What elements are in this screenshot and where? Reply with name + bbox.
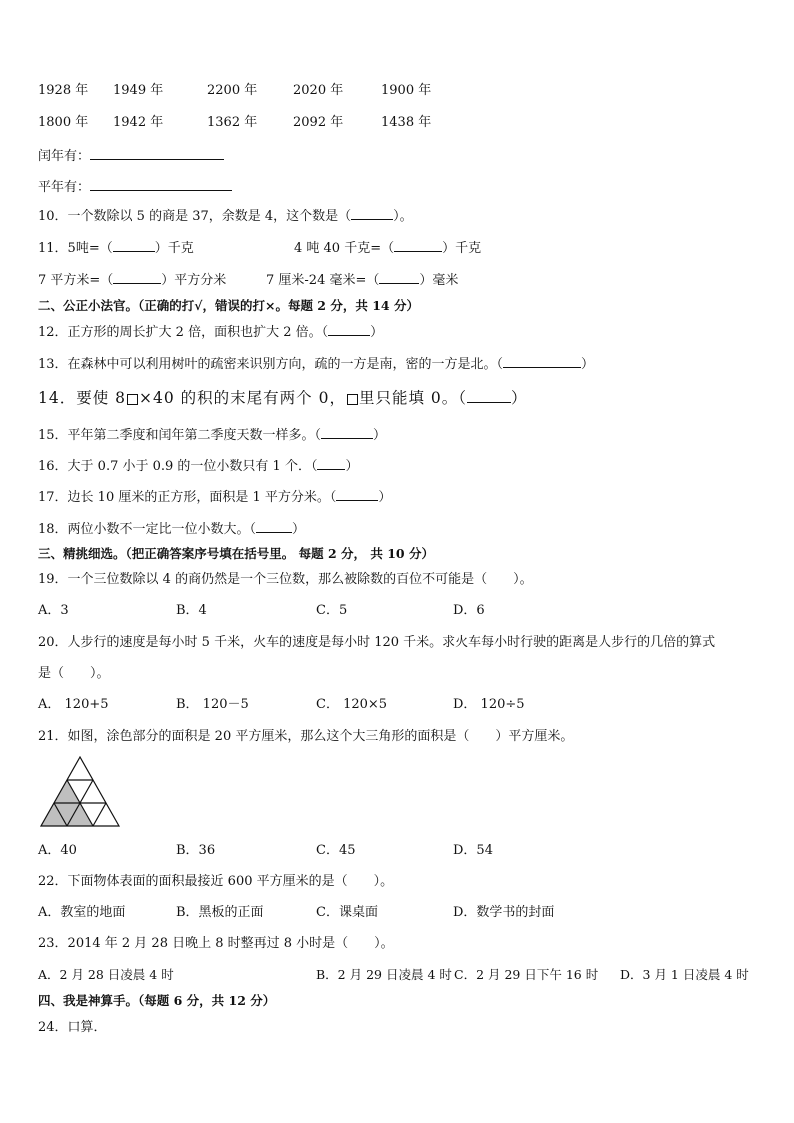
digit-box-icon [347, 394, 358, 405]
question-10 [38, 207, 413, 226]
q10-blank[interactable] [351, 207, 393, 220]
q17-close: ） [378, 490, 392, 505]
option-b[interactable]: B． 120－5 [176, 697, 249, 712]
year-item: 1928 年 [38, 83, 89, 98]
question-18 [38, 520, 305, 539]
year-item: 1900 年 [381, 83, 432, 98]
q11b-text: 4 吨 40 千克=（ [294, 241, 395, 256]
q14-tail: 里只能填 0。（ [358, 389, 467, 407]
option-c[interactable]: C．课桌面 [316, 905, 378, 920]
q11d-blank[interactable] [379, 271, 419, 284]
q15-text: 15．平年第二季度和闰年第二季度天数一样多。（ [38, 428, 322, 443]
q12-blank[interactable] [328, 323, 370, 336]
option-d[interactable]: D．54 [453, 843, 493, 858]
leap-years-line [38, 146, 224, 166]
q11c-blank[interactable] [113, 271, 161, 284]
option-a[interactable]: A．40 [38, 843, 77, 858]
year-item: 2092 年 [293, 115, 344, 130]
q13-text: 13．在森林中可以利用树叶的疏密来识别方向，疏的一方是南，密的一方是北。（ [38, 357, 504, 372]
q18-blank[interactable] [256, 520, 292, 533]
q14-text: 14．要使 8 [38, 389, 127, 407]
leap-years-label: 闰年有： [38, 149, 91, 164]
option-c[interactable]: C． 120×5 [316, 697, 388, 712]
question-21: 21．如图，涂色部分的面积是 20 平方厘米，那么这个大三角形的面积是（ ）平方厘米。 [38, 729, 574, 744]
question-11b [294, 239, 481, 258]
question-19: 19．一个三位数除以 4 的商仍然是一个三位数，那么被除数的百位不可能是（ ）。 [38, 572, 533, 587]
q11a-blank[interactable] [113, 239, 155, 252]
year-item: 2200 年 [207, 83, 258, 98]
leap-years-blank[interactable] [90, 146, 224, 160]
option-a[interactable]: A．教室的地面 [38, 905, 126, 920]
q11a-text: 11．5吨=（ [38, 241, 113, 256]
q16-text: 16．大于 0.7 小于 0.9 的一位小数只有 1 个．（ [38, 459, 318, 474]
q14-middle: ×40 的积的末尾有两个 0， [139, 389, 346, 407]
year-item: 2020 年 [293, 83, 344, 98]
question-11d [266, 271, 458, 290]
question-11a [38, 239, 194, 258]
year-item: 1942 年 [113, 115, 164, 130]
triangle-figure [40, 756, 126, 830]
question-15 [38, 426, 386, 445]
question-13 [38, 355, 594, 374]
option-d[interactable]: D．3 月 1 日凌晨 4 时 [620, 967, 749, 982]
q10-close: ）。 [393, 209, 413, 224]
section-3-heading: 三、精挑细选。（把正确答案序号填在括号里。 每题 2 分， 共 10 分） [38, 546, 434, 561]
option-d[interactable]: D．6 [453, 603, 485, 618]
shaded-triangle [54, 780, 80, 803]
q11b-unit: ）千克 [442, 241, 482, 256]
q13-blank[interactable] [503, 355, 581, 368]
question-14 [38, 389, 528, 407]
q18-text: 18．两位小数不一定比一位小数大。（ [38, 522, 257, 537]
common-years-blank[interactable] [90, 177, 232, 191]
q11d-unit: ）毫米 [419, 273, 459, 288]
q11d-text: 7 厘米-24 毫米=（ [266, 273, 380, 288]
question-22: 22．下面物体表面的面积最接近 600 平方厘米的是（ ）。 [38, 874, 394, 889]
section-4-heading: 四、我是神算手。（每题 6 分，共 12 分） [38, 993, 276, 1008]
q11b-blank[interactable] [394, 239, 442, 252]
option-c[interactable]: C．45 [316, 843, 356, 858]
option-d[interactable]: D．数学书的封面 [453, 905, 555, 920]
q11a-unit: ）千克 [154, 241, 194, 256]
q15-close: ） [373, 428, 387, 443]
q13-close: ） [581, 357, 595, 372]
option-b[interactable]: B．黑板的正面 [176, 905, 264, 920]
option-c[interactable]: C．5 [316, 603, 348, 618]
q10-text: 10．一个数除以 5 的商是 37，余数是 4，这个数是（ [38, 209, 352, 224]
year-item: 1438 年 [381, 115, 432, 130]
question-11c [38, 271, 226, 290]
option-a[interactable]: A．3 [38, 603, 69, 618]
question-12 [38, 323, 383, 342]
q12-close: ） [370, 325, 384, 340]
option-a[interactable]: A．2 月 28 日凌晨 4 时 [38, 967, 174, 982]
option-c[interactable]: C．2 月 29 日下午 16 时 [454, 967, 599, 982]
question-24: 24．口算． [38, 1020, 107, 1035]
year-item: 1800 年 [38, 115, 89, 130]
question-20-line-1: 20．人步行的速度是每小时 5 千米，火车的速度是每小时 120 千米。求火车每小时行驶的距离是人步行的几倍的算式 [38, 635, 716, 650]
option-d[interactable]: D． 120÷5 [453, 697, 525, 712]
q15-blank[interactable] [321, 426, 373, 439]
question-20-line-2: 是（ ）。 [38, 666, 110, 681]
q18-close: ） [292, 522, 306, 537]
common-years-line [38, 177, 232, 197]
digit-box-icon [127, 394, 138, 405]
question-16 [38, 457, 358, 476]
q12-text: 12．正方形的周长扩大 2 倍，面积也扩大 2 倍。（ [38, 325, 329, 340]
year-item: 1949 年 [113, 83, 164, 98]
option-b[interactable]: B．4 [176, 603, 207, 618]
q17-text: 17．边长 10 厘米的正方形，面积是 1 平方分米。（ [38, 490, 337, 505]
option-a[interactable]: A． 120+5 [38, 697, 109, 712]
question-17 [38, 488, 391, 507]
q14-close: ） [511, 389, 528, 407]
common-years-label: 平年有： [38, 180, 91, 195]
q17-blank[interactable] [336, 488, 378, 501]
year-item: 1362 年 [207, 115, 258, 130]
option-b[interactable]: B．2 月 29 日凌晨 4 时 [316, 967, 452, 982]
q16-blank[interactable] [317, 457, 345, 470]
question-23: 23．2014 年 2 月 28 日晚上 8 时整再过 8 小时是（ ）。 [38, 936, 394, 951]
q14-blank[interactable] [467, 390, 511, 403]
q16-close: ） [345, 459, 359, 474]
section-2-heading: 二、公正小法官。（正确的打√，错误的打×。每题 2 分，共 14 分） [38, 298, 419, 313]
q11c-text: 7 平方米=（ [38, 273, 114, 288]
q11c-unit: ）平方分米 [161, 273, 227, 288]
option-b[interactable]: B．36 [176, 843, 216, 858]
